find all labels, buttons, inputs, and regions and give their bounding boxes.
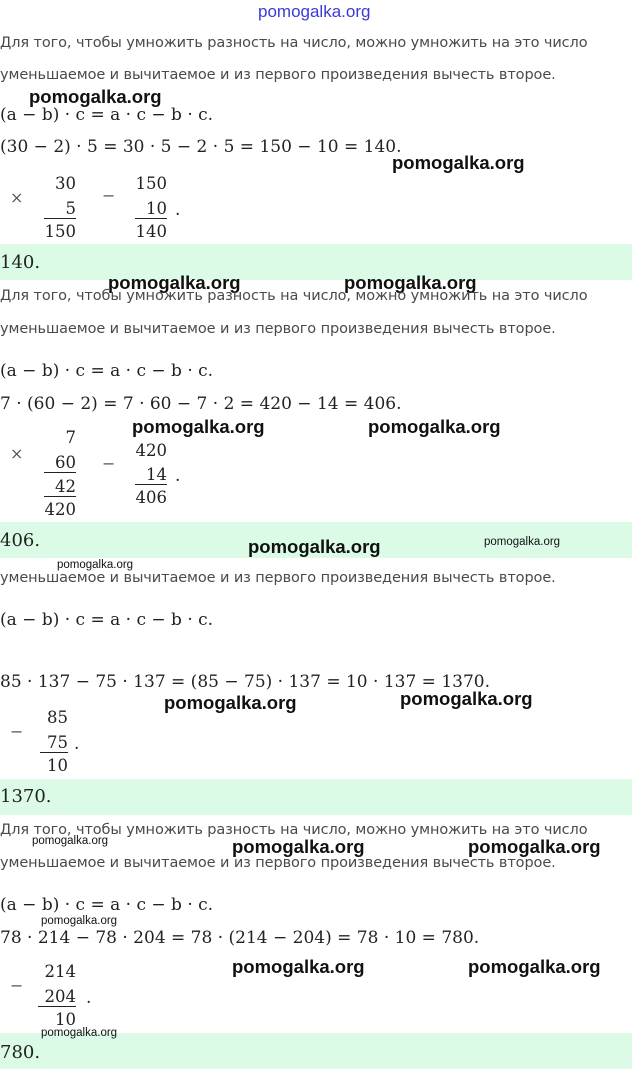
answer: 140.: [0, 252, 41, 273]
answer: 780.: [0, 1042, 41, 1063]
watermark: pomogalka.org: [108, 272, 241, 293]
mult-operand-b: 60: [44, 453, 76, 473]
equation: 78 · 214 − 78 · 204 = 78 · (214 − 204) = 78 · 10 = 780.: [0, 928, 480, 948]
answer-band: [0, 779, 632, 815]
minus-sign: −: [102, 186, 116, 205]
sub-operand-b: 10: [135, 199, 167, 219]
equation: 7 · (60 − 2) = 7 · 60 − 7 · 2 = 420 − 14 = 406.: [0, 394, 402, 414]
rule-line-1: Для того, чтобы умножить разность на число, можно умножить на это число: [0, 35, 588, 51]
watermark: pomogalka.org: [41, 1027, 118, 1039]
times-sign: ×: [10, 188, 24, 207]
sub-operand-a: 85: [47, 708, 68, 727]
sub-operand-a: 214: [44, 962, 76, 981]
answer-band: [0, 244, 632, 280]
mult-operand-b: 5: [44, 199, 76, 219]
mult-operand-a: 7: [65, 428, 76, 447]
rule-line-2: уменьшаемое и вычитаемое и из первого произведения вычесть второе.: [0, 67, 556, 83]
mult-result: 150: [44, 222, 76, 241]
minus-sign: −: [102, 454, 116, 473]
rule-line-1: Для того, чтобы умножить разность на число, можно умножить на это число: [0, 822, 588, 838]
watermark: pomogalka.org: [29, 86, 162, 107]
rule-line-2: уменьшаемое и вычитаемое и из первого произведения вычесть второе.: [0, 321, 556, 337]
watermark: pomogalka.org: [484, 536, 561, 548]
formula: (a − b) · c = a · c − b · c.: [0, 361, 214, 381]
minus-sign: −: [10, 976, 24, 995]
sub-result: 406: [135, 488, 167, 507]
sub-result: 10: [55, 1010, 76, 1029]
rule-line-2: уменьшаемое и вычитаемое и из первого произведения вычесть второе.: [0, 855, 556, 871]
watermark: pomogalka.org: [368, 416, 501, 437]
formula: (a − b) · c = a · c − b · c.: [0, 105, 214, 125]
watermark: pomogalka.org: [344, 272, 477, 293]
formula: (a − b) · c = a · c − b · c.: [0, 610, 214, 630]
watermark: pomogalka.org: [232, 956, 365, 977]
sub-operand-a: 420: [135, 441, 167, 460]
period: .: [175, 200, 181, 220]
mult-partial: 42: [44, 477, 76, 497]
watermark: pomogalka.org: [32, 835, 109, 847]
sub-operand-b: 204: [38, 987, 76, 1007]
watermark: pomogalka.org: [57, 559, 134, 571]
answer: 406.: [0, 530, 41, 551]
watermark: pomogalka.org: [164, 692, 297, 713]
watermark: pomogalka.org: [392, 152, 525, 173]
sub-operand-a: 150: [135, 174, 167, 193]
site-header: pomogalka.org: [258, 2, 371, 21]
formula: (a − b) · c = a · c − b · c.: [0, 895, 214, 915]
times-sign: ×: [10, 444, 24, 463]
rule-line-2: уменьшаемое и вычитаемое и из первого произведения вычесть второе.: [0, 570, 556, 586]
period: .: [74, 734, 80, 754]
period: .: [175, 466, 181, 486]
rule-line-1: Для того, чтобы умножить разность на число, можно умножить на это число: [0, 288, 588, 304]
mult-operand-a: 30: [55, 174, 76, 193]
watermark: pomogalka.org: [248, 536, 381, 557]
watermark: pomogalka.org: [132, 416, 265, 437]
mult-result: 420: [44, 500, 76, 519]
equation: (30 − 2) · 5 = 30 · 5 − 2 · 5 = 150 − 10 = 140.: [0, 137, 402, 157]
sub-result: 140: [135, 222, 167, 241]
minus-sign: −: [10, 722, 24, 741]
sub-result: 10: [47, 756, 68, 775]
period: .: [86, 988, 92, 1008]
watermark: pomogalka.org: [468, 836, 601, 857]
watermark: pomogalka.org: [232, 836, 365, 857]
watermark: pomogalka.org: [41, 915, 118, 927]
sub-operand-b: 14: [135, 465, 167, 485]
watermark: pomogalka.org: [400, 688, 533, 709]
answer: 1370.: [0, 786, 52, 807]
equation: 85 · 137 − 75 · 137 = (85 − 75) · 137 = 10 · 137 = 1370.: [0, 672, 490, 692]
sub-operand-b: 75: [40, 733, 68, 753]
watermark: pomogalka.org: [468, 956, 601, 977]
